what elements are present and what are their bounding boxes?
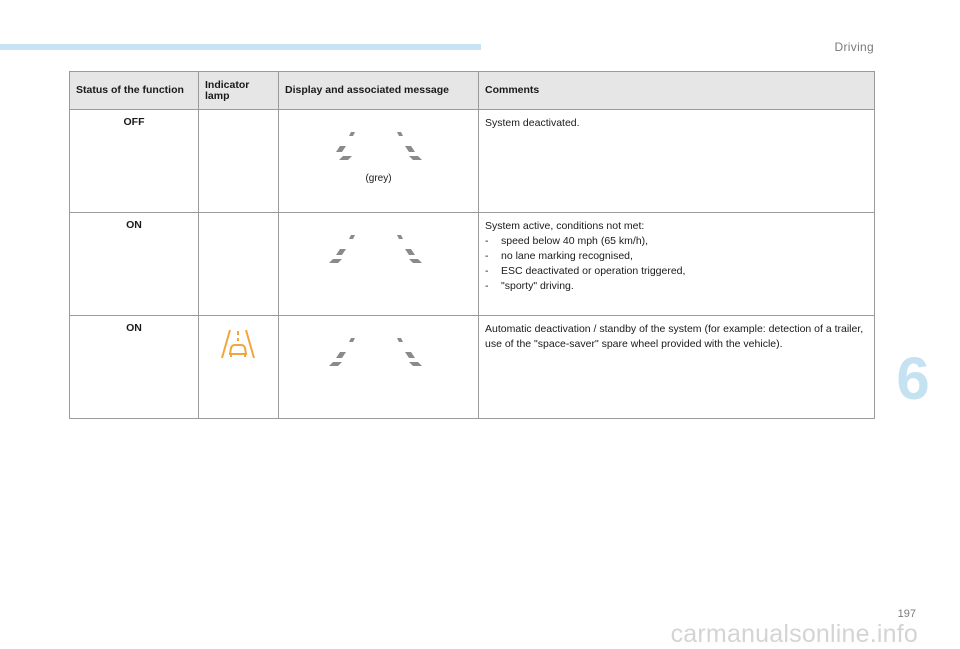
lane-markings-icon: [329, 229, 429, 265]
lane-markings-icon: [329, 126, 429, 162]
display-cell: [279, 213, 479, 316]
table-row: [70, 316, 875, 419]
comment-text: System deactivated.: [485, 117, 580, 129]
list-item: - speed below 40 mph (65 km/h),: [485, 235, 649, 247]
list-item: - ESC deactivated or operation triggered,: [485, 265, 686, 277]
column-header-indicator: Indicator lamp: [199, 72, 279, 110]
display-note: (grey): [365, 173, 392, 184]
indicator-lamp-cell: [199, 110, 279, 213]
lane-departure-warning-icon: [220, 328, 256, 360]
header-accent-bar: [0, 44, 481, 50]
comments-cell: [479, 213, 875, 316]
comments-cell: [479, 110, 875, 213]
status-table: [69, 71, 875, 419]
list-item: - "sporty" driving.: [485, 280, 574, 292]
list-item: - no lane marking recognised,: [485, 250, 633, 262]
page-number: 197: [897, 608, 916, 620]
indicator-lamp-cell: [199, 316, 279, 419]
section-title: Driving: [834, 40, 874, 54]
column-header-comments: Comments: [479, 72, 875, 110]
status-value: OFF: [70, 110, 199, 213]
lane-markings-icon: [329, 332, 429, 368]
table-row: [70, 213, 875, 316]
watermark: carmanualsonline.info: [670, 620, 918, 648]
table-header-row: [70, 72, 875, 110]
chapter-tab-number: 6: [896, 345, 930, 412]
status-value: ON: [70, 213, 199, 316]
column-header-status: Status of the function: [70, 72, 199, 110]
condition-list: [485, 234, 868, 294]
table-row: [70, 110, 875, 213]
display-cell: [279, 110, 479, 213]
comment-text: System active, conditions not met:: [485, 220, 645, 232]
comment-text: Automatic deactivation / standby of the system (for example: detection of a trailer, use of the "space-saver" spare wheel provided with the vehicle).: [485, 323, 864, 350]
indicator-lamp-cell: [199, 213, 279, 316]
comments-cell: [479, 316, 875, 419]
status-value: ON: [70, 316, 199, 419]
display-cell: [279, 316, 479, 419]
column-header-display: Display and associated message: [279, 72, 479, 110]
